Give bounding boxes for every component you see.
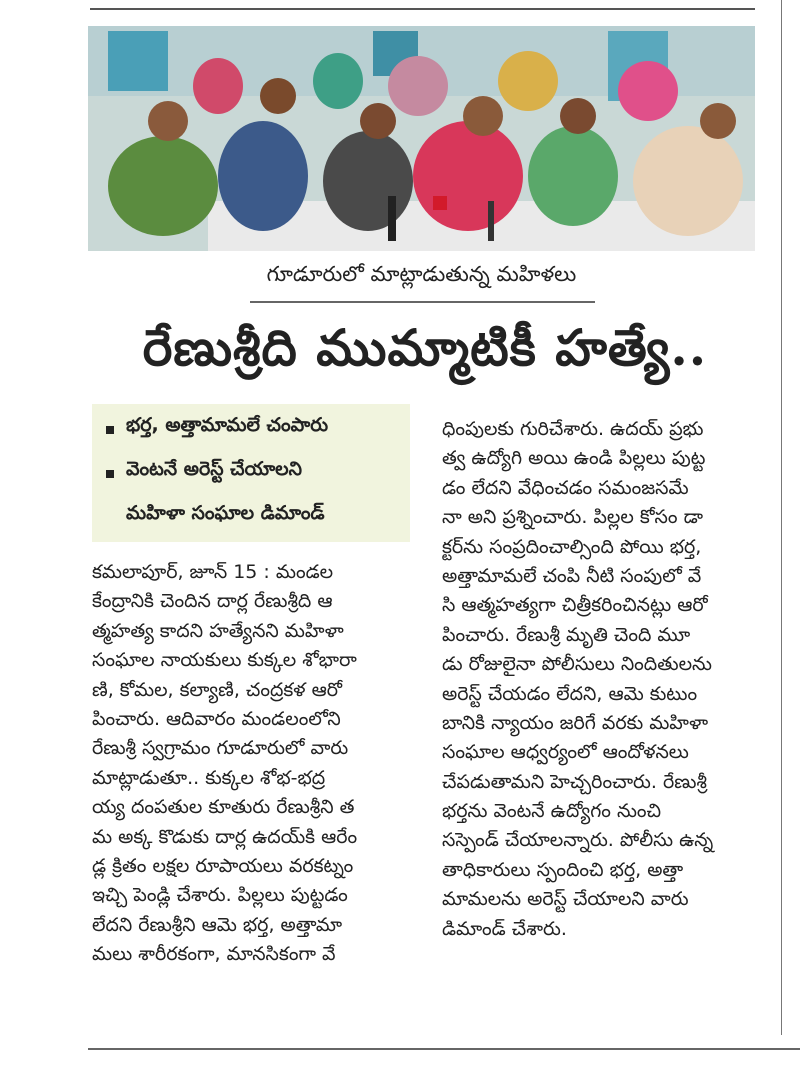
article-line: త్వ ఉద్యోగి అయి ఉండి పిల్లలు పుట్ట [442, 447, 706, 470]
article-line: త్మహత్య కాదని హత్యేనని మహిళా [92, 619, 344, 642]
bullet-icon [106, 426, 114, 434]
article-line: మ అక్క కొడుకు దార్ల ఉదయ్‌కి ఆరేం [92, 825, 358, 848]
headline: రేణుశ్రీది ముమ్మాటికీ హత్యే.. [142, 318, 708, 377]
highlight-2: వెంటనే అరెస్ట్ చేయాలని [126, 458, 302, 480]
article-line: కేంద్రానికి చెందిన దార్ల రేణుశ్రీది ఆ [92, 590, 333, 613]
article-line: కమలాపూర్, జూన్ 15 : మండల [92, 561, 334, 583]
article-line: రేణుశ్రీ స్వగ్రామం గూడూరులో వారు [92, 737, 349, 760]
article-line: సస్పెండ్ చేయాలన్నారు. పోలీసు ఉన్న [442, 829, 714, 852]
article-line: డిమాండ్ చేశారు. [442, 917, 567, 940]
article-line: య్య దంపతుల కూతురు రేణుశ్రీని త [92, 796, 355, 819]
article-column-1 [92, 558, 412, 969]
article-line: లేదని రేణుశ్రీని ఆమె భర్త, అత్తామా [92, 913, 343, 936]
women-protest-photo [88, 26, 755, 251]
column-divider [781, 0, 782, 1035]
article-column-2 [442, 415, 762, 944]
article-line: సంఘాల ఆధ్వర్యంలో ఆందోళనలు [442, 741, 689, 764]
article-line: అత్తామామలే చంపి నీటి సంపులో వే [442, 564, 702, 587]
article-line: మలు శారీరకంగా, మానసికంగా వే [92, 943, 336, 966]
photo-caption: గూడూరులో మాట్లాడుతున్న మహిళలు [266, 262, 577, 286]
article-line: ధింపులకు గురిచేశారు. ఉదయ్ ప్రభు [442, 418, 704, 440]
article-line: సి ఆత్మహత్యగా చిత్రీకరించినట్లు ఆరో [442, 594, 708, 617]
top-rule [90, 8, 755, 10]
bottom-rule [88, 1048, 800, 1050]
highlight-3: మహిళా సంఘాల డిమాండ్ [126, 502, 325, 524]
article-line: ణి, కోమల, కల్యాణి, చంద్రకళ ఆరో [92, 678, 343, 701]
article-line: సంఘాల నాయకులు కుక్కల శోభారా [92, 649, 357, 672]
bullet-icon [106, 470, 114, 478]
article-line: మామలను అరెస్ట్ చేయాలని వారు [442, 888, 689, 911]
article-line: అరెస్ట్ చేయడం లేదని, ఆమె కుటుం [442, 682, 698, 705]
article-line: భర్తను వెంటనే ఉద్యోగం నుంచి [442, 800, 662, 823]
news-photo [88, 26, 755, 251]
article-line: మాట్లాడుతూ.. కుక్కల శోభ-భద్ర [92, 766, 326, 789]
article-line: నా అని ప్రశ్నించారు. పిల్లల కోసం డా [442, 506, 703, 529]
highlights-box [92, 404, 410, 542]
article-line: డ్ల క్రితం లక్షల రూపాయలు వరకట్నం [92, 854, 354, 877]
article-line: పించారు. రేణుశ్రీ మృతి చెంది మూ [442, 623, 691, 646]
article-line: చేపడుతామని హెచ్చరించారు. రేణుశ్రీ [442, 770, 707, 793]
article-line: బానికి న్యాయం జరిగే వరకు మహిళా [442, 711, 709, 734]
article-line: తాధికారులు స్పందించి భర్త, అత్తా [442, 858, 684, 881]
article-line: డం లేదని వేధించడం సమంజసమే [442, 476, 689, 499]
caption-rule [250, 301, 595, 303]
article-line: క్టర్‌ను సంప్రదించాల్సింది పోయి భర్త, [442, 535, 702, 558]
highlight-1: భర్త, అత్తామామలే చంపారు [126, 414, 329, 436]
article-line: డు రోజులైనా పోలీసులు నిందితులను [442, 653, 712, 676]
article-line: ఇచ్చి పెండ్లి చేశారు. పిల్లలు పుట్టడం [92, 884, 348, 907]
article-line: పించారు. ఆదివారం మండలంలోని [92, 707, 341, 730]
